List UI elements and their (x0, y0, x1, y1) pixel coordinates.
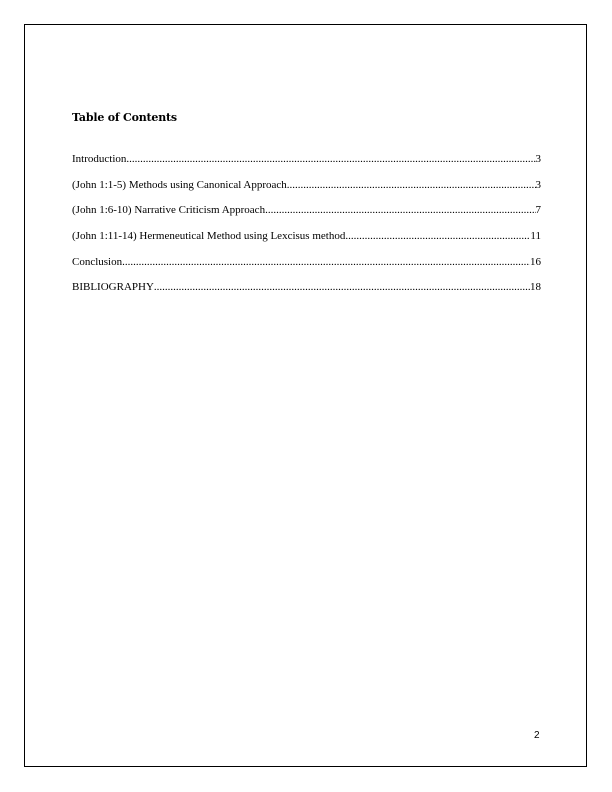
toc-entry-hermeneutical-method[interactable] (72, 230, 541, 256)
dot-leader (126, 153, 535, 165)
toc-entry-page: 11 (530, 230, 541, 243)
dot-leader (287, 179, 536, 191)
toc-title: Table of Contents (72, 111, 177, 124)
toc-entry-label: Conclusion (72, 255, 123, 268)
toc-entry-label: BIBLIOGRAPHY (72, 281, 154, 294)
toc-entry-conclusion[interactable] (72, 256, 541, 282)
toc-entry-page: 16 (530, 255, 541, 268)
page-number: 2 (534, 730, 540, 741)
dot-leader (265, 204, 535, 216)
dot-leader (154, 281, 530, 293)
dot-leader (122, 256, 530, 268)
page-border (24, 24, 587, 767)
toc-list (72, 153, 541, 307)
toc-entry-introduction[interactable] (72, 153, 541, 179)
toc-entry-narrative-criticism[interactable] (72, 204, 541, 230)
toc-entry-label: (John 1:1-5) Methods using Canonical Approach (72, 178, 287, 191)
toc-entry-label: (John 1:6-10) Narrative Criticism Approach (72, 204, 266, 217)
toc-entry-page: 7 (535, 204, 541, 217)
toc-entry-canonical-approach[interactable] (72, 179, 541, 205)
toc-entry-page: 18 (530, 281, 541, 294)
dot-leader (345, 230, 530, 242)
toc-entry-bibliography[interactable] (72, 281, 541, 307)
toc-entry-page: 3 (535, 178, 541, 191)
toc-entry-label: Introduction (72, 153, 127, 165)
toc-entry-page: 3 (535, 153, 541, 165)
toc-entry-label: (John 1:11-14) Hermeneutical Method using Lexcisus method (72, 230, 346, 243)
